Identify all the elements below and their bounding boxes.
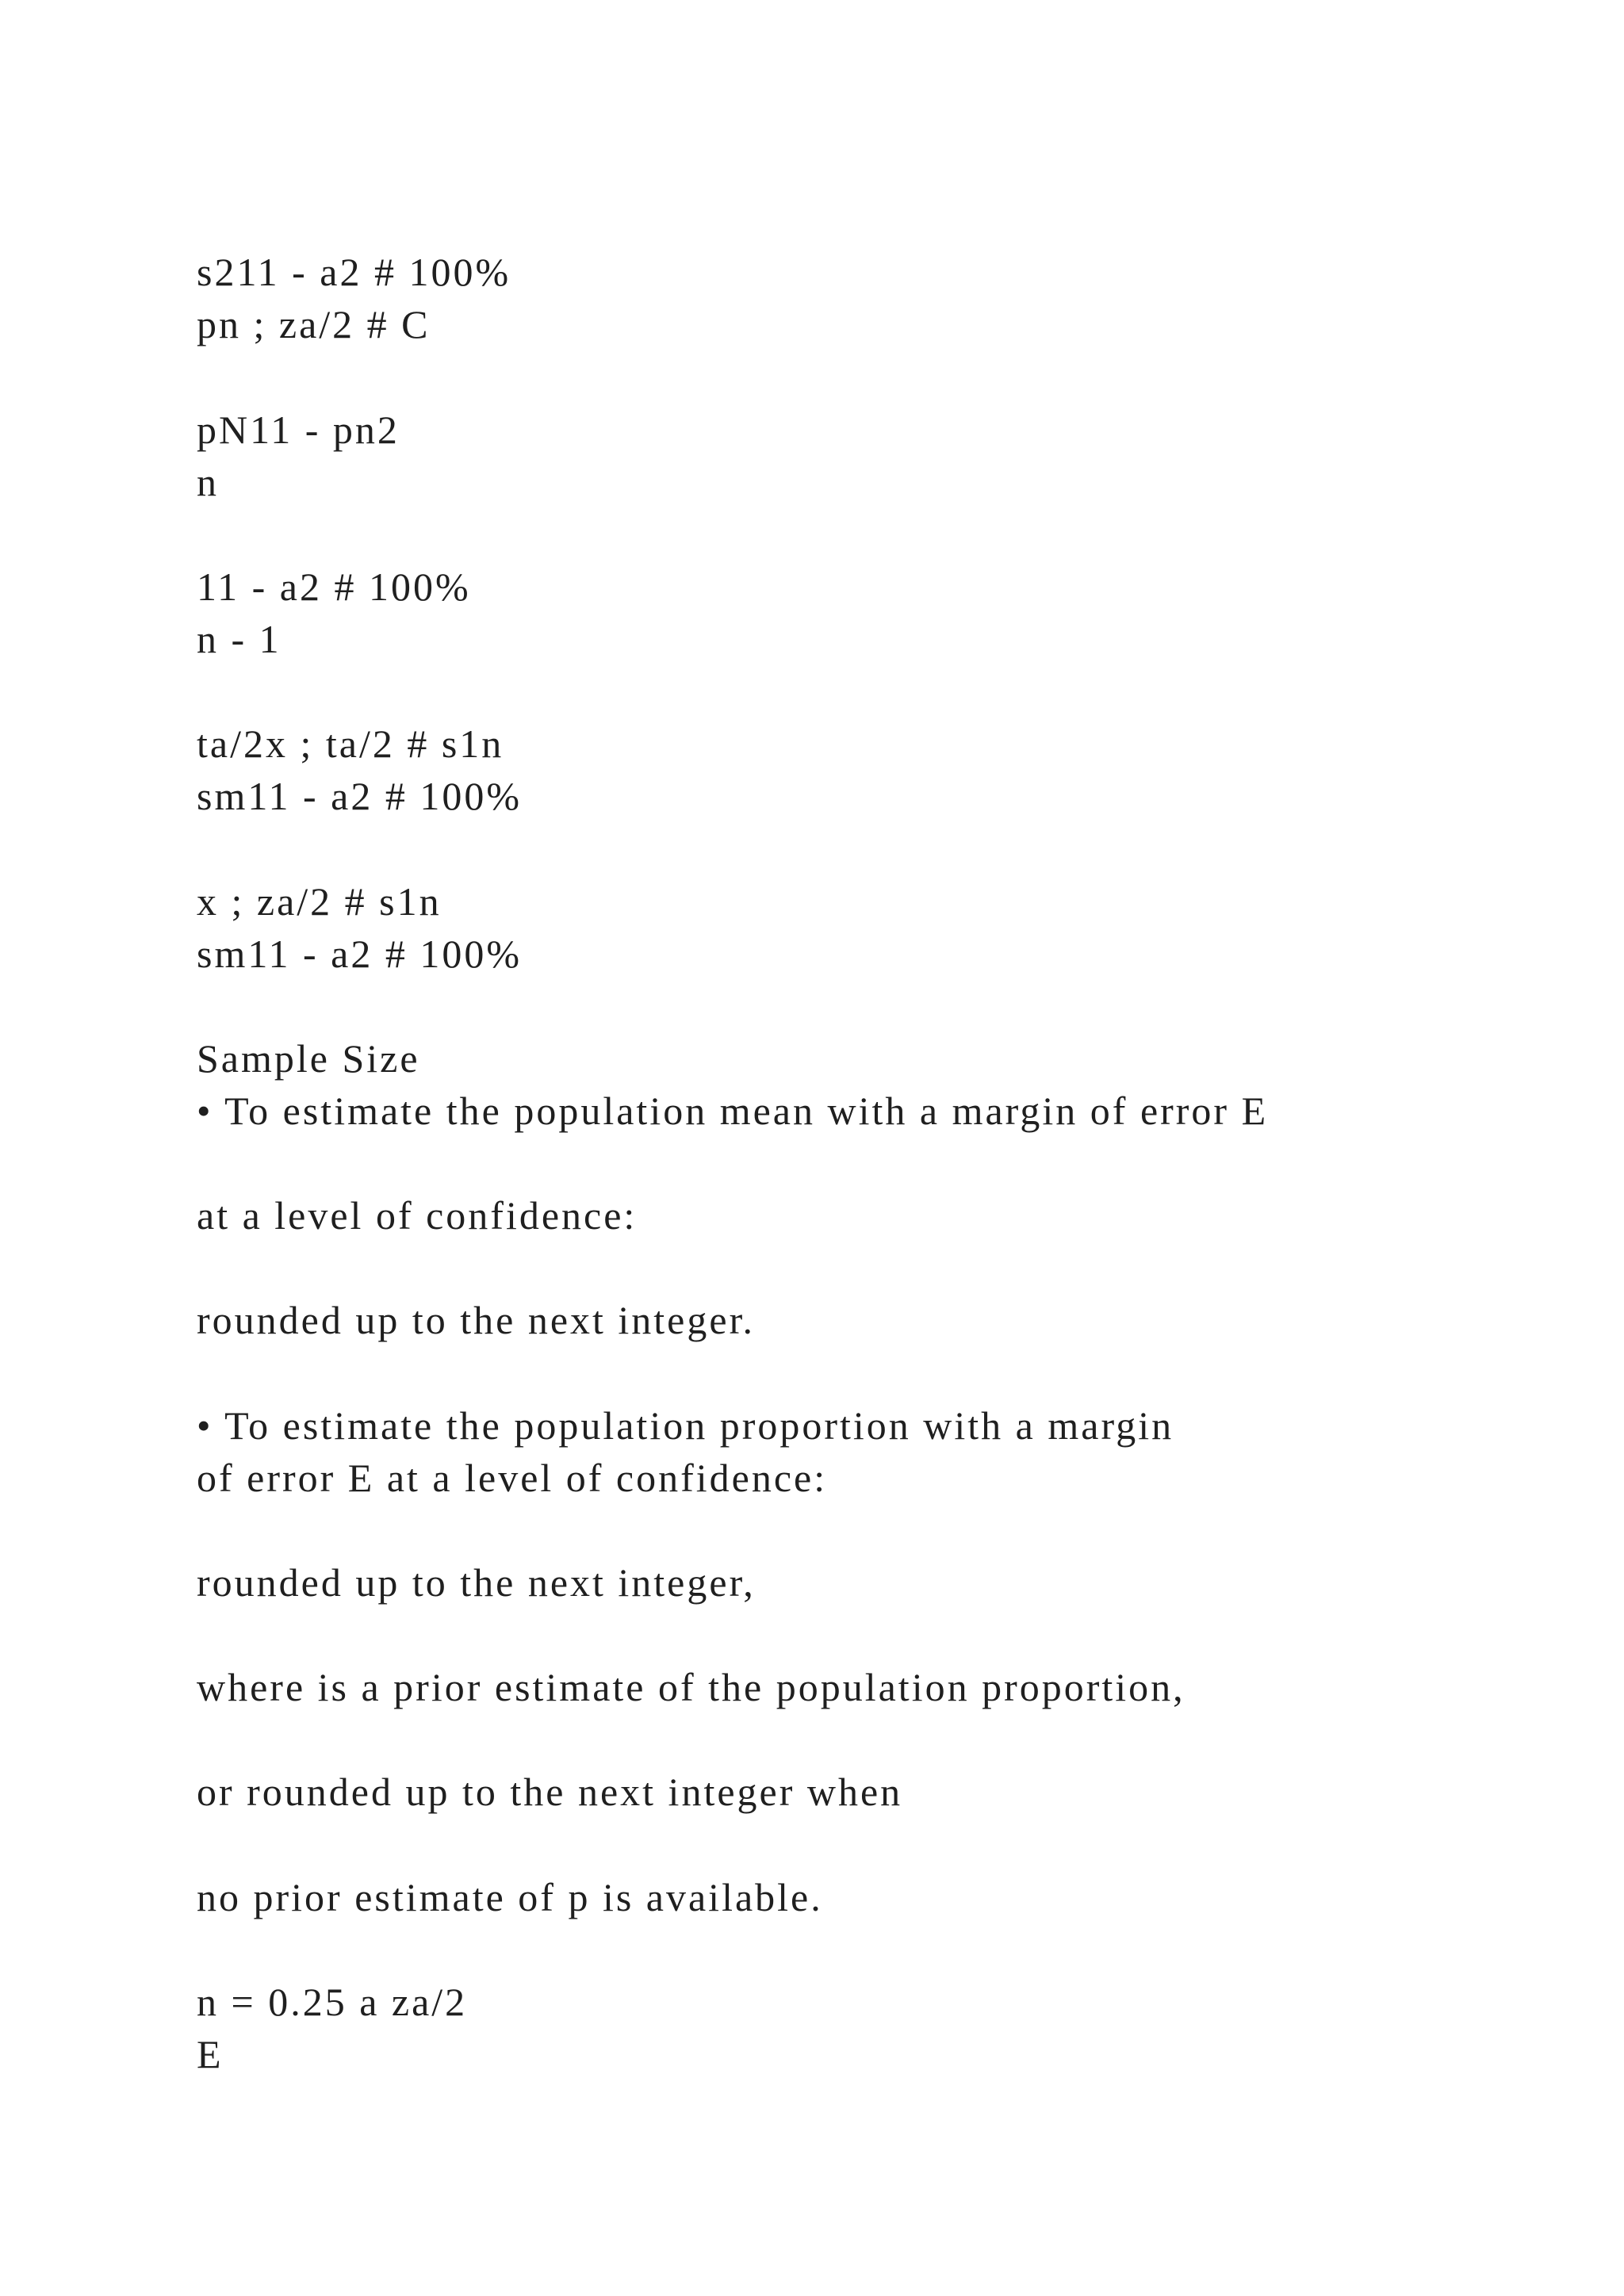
formula-line: E [197, 2032, 224, 2076]
body-text: rounded up to the next integer. [197, 1298, 755, 1342]
formula-line: n - 1 [197, 617, 282, 661]
section-heading: Sample Size [197, 1036, 420, 1081]
formula-line: n = 0.25 a za/2 [197, 1980, 468, 2024]
formula-line: ta/2x ; ta/2 # s1n [197, 721, 504, 766]
formula-line: pN11 - pn2 [197, 408, 400, 452]
formula-line: 11 - a2 # 100% [197, 564, 471, 609]
formula-line: sm11 - a2 # 100% [197, 932, 522, 976]
bullet-text: • To estimate the population mean with a margin of error E [197, 1089, 1269, 1133]
body-text: at a level of confidence: [197, 1193, 638, 1238]
body-text: no prior estimate of p is available. [197, 1875, 823, 1919]
body-text: of error E at a level of confidence: [197, 1456, 828, 1500]
body-text: where is a prior estimate of the population proportion, [197, 1665, 1185, 1709]
formula-line: pn ; za/2 # C [197, 302, 431, 346]
bullet-text: • To estimate the population proportion with a margin [197, 1403, 1174, 1448]
body-text: rounded up to the next integer, [197, 1560, 756, 1605]
formula-line: s211 - a2 # 100% [197, 250, 511, 294]
formula-line: n [197, 460, 219, 504]
formula-line: sm11 - a2 # 100% [197, 774, 522, 818]
formula-line: x ; za/2 # s1n [197, 879, 442, 924]
body-text: or rounded up to the next integer when [197, 1770, 903, 1814]
